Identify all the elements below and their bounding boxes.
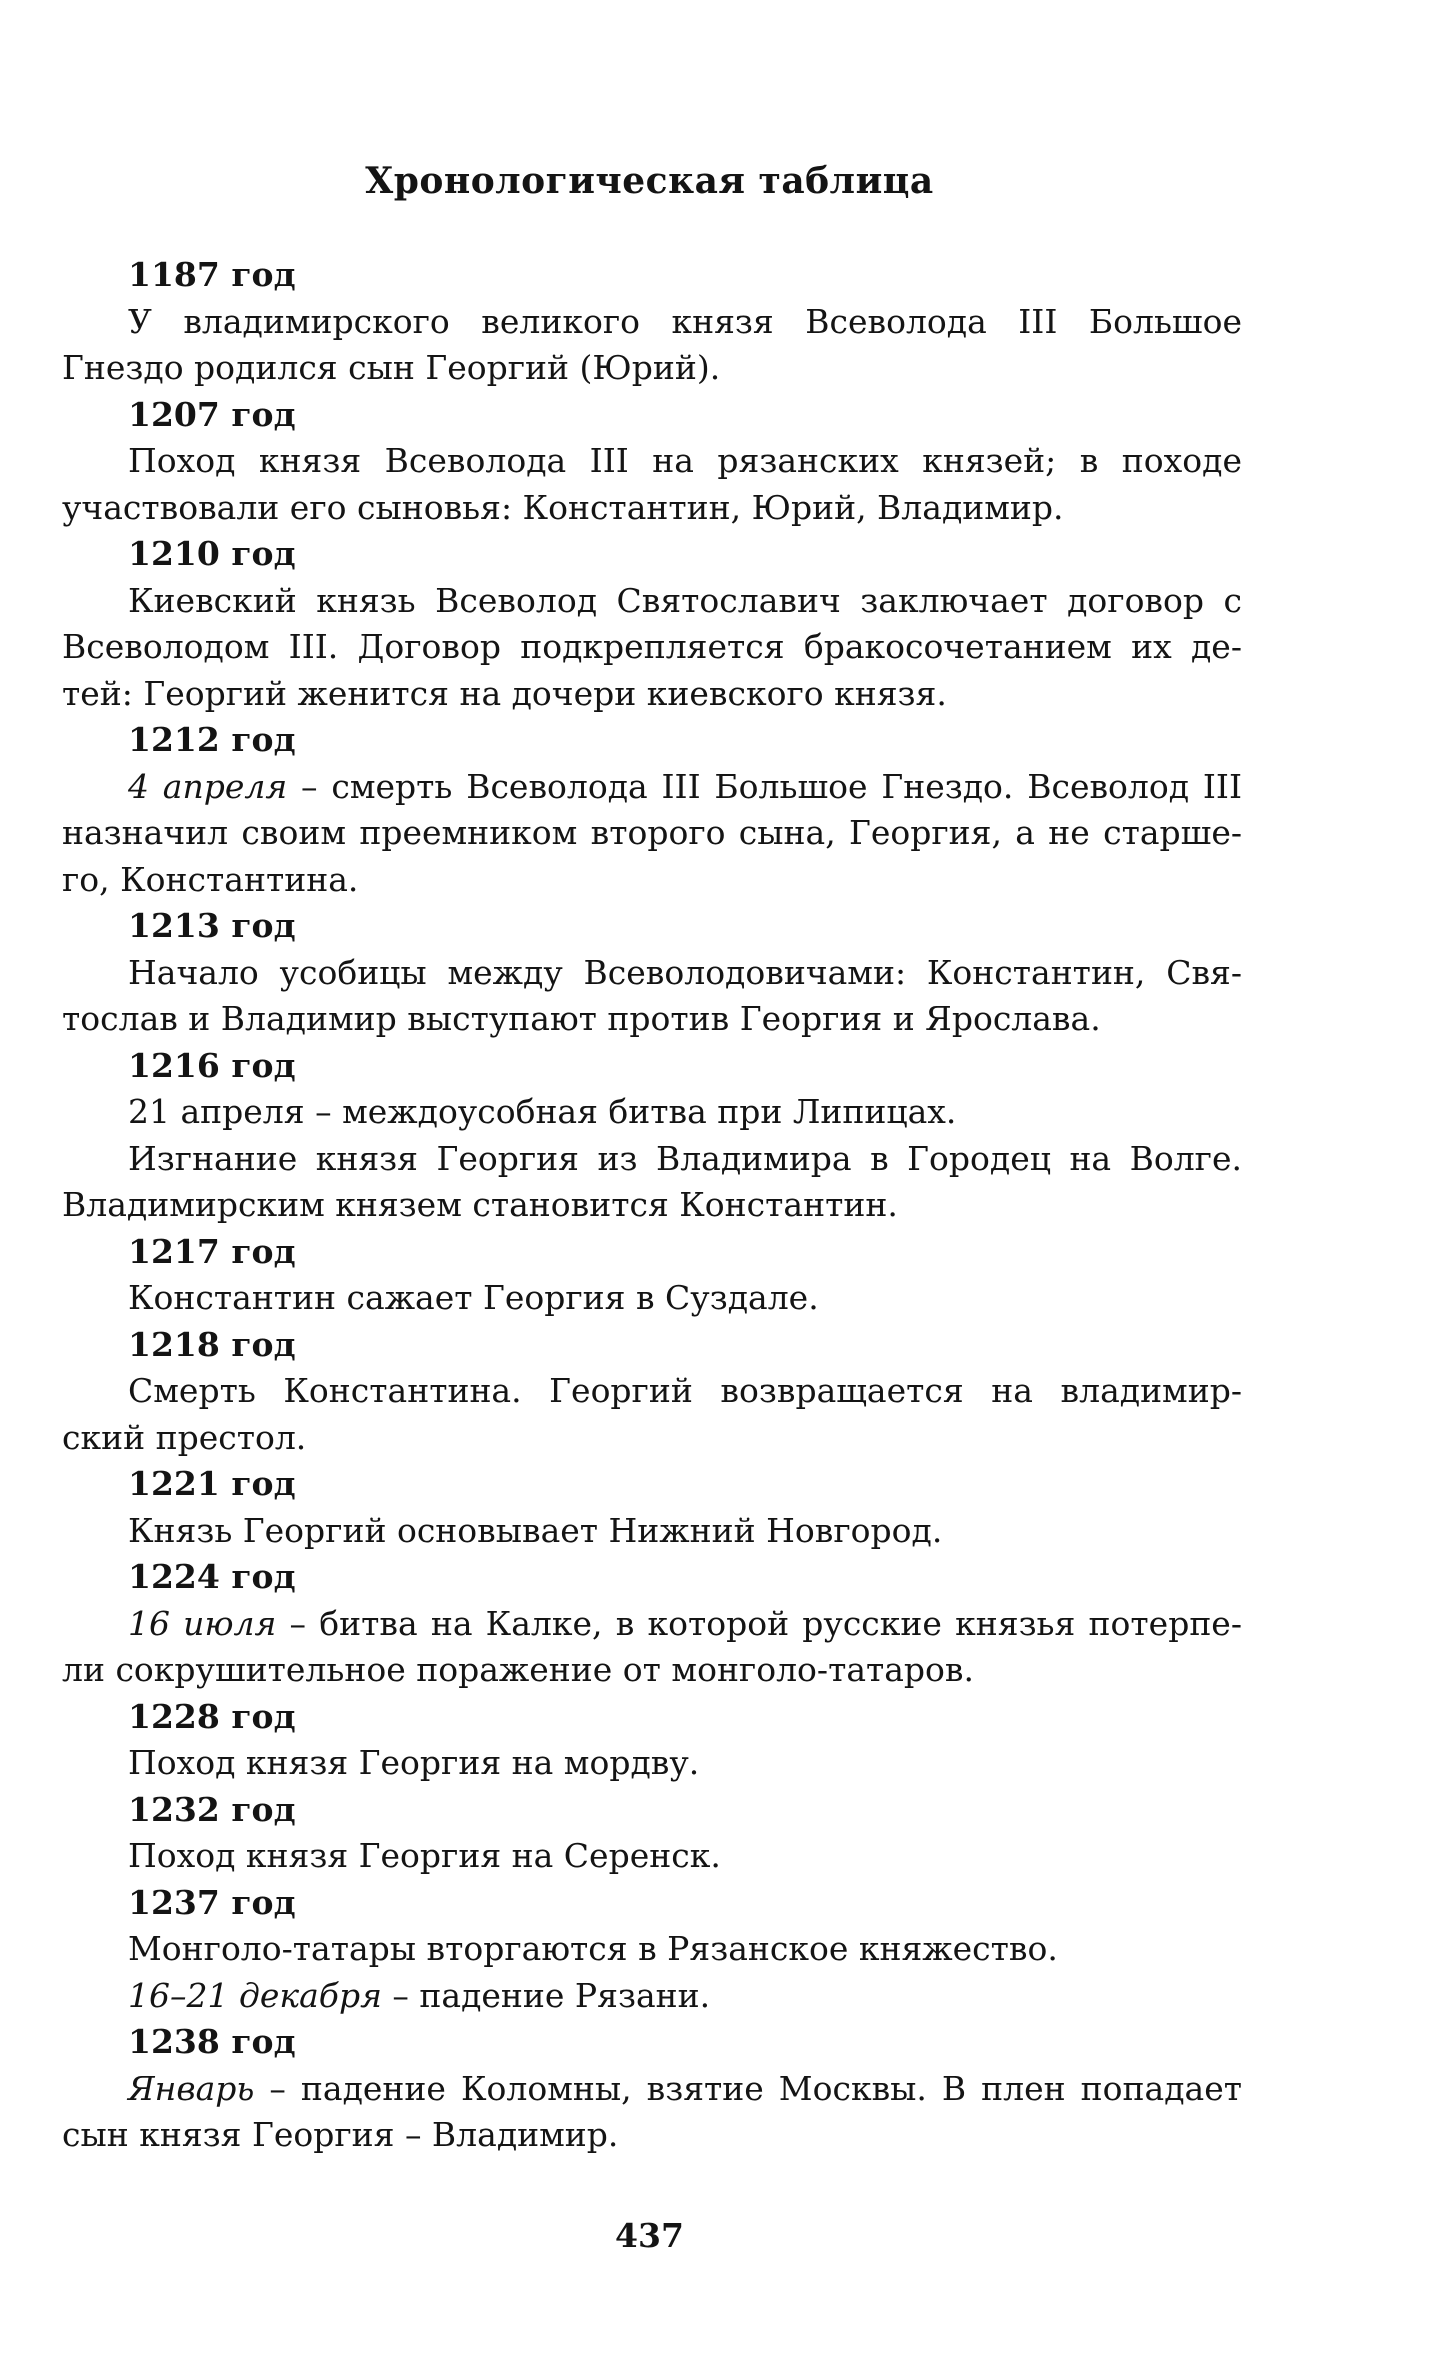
- entry-text: Поход князя Георгия на мордву.: [128, 1743, 700, 1782]
- entry-text-line: [62, 1601, 1242, 1648]
- entry-text: Поход князя Всеволода III на рязанских князей; в походе: [128, 441, 1242, 480]
- chronology-text: [62, 252, 1242, 2159]
- entry-text: Начало усобицы между Всеволодовичами: Константин, Свя-: [128, 952, 1242, 992]
- entry-date: 4 апреля: [128, 766, 288, 806]
- year-heading: [62, 903, 1242, 950]
- entry-text-line: [62, 1973, 1242, 2020]
- year-label: 1207 год: [128, 394, 296, 434]
- entry-text: Владимирским князем становится Константин.: [62, 1185, 898, 1224]
- year-label: 1212 год: [128, 720, 296, 759]
- year-heading: [62, 1787, 1242, 1834]
- entry-text: У владимирского великого князя Всеволода III Большое: [128, 301, 1242, 341]
- page-number: 437: [615, 2216, 684, 2255]
- year-heading: [62, 531, 1242, 578]
- year-label: 1232 год: [128, 1789, 296, 1829]
- year-heading: [62, 252, 1242, 299]
- entry-text-line: [62, 1740, 1242, 1787]
- entry-text: – битва на Калке, в которой русские князья потерпе-: [276, 1603, 1242, 1643]
- entry-text-line: [62, 764, 1242, 811]
- entry-text-line: [62, 1508, 1242, 1555]
- year-label: 1217 год: [128, 1231, 296, 1271]
- year-heading: [62, 1880, 1242, 1927]
- entry-text: участвовали его сыновья: Константин, Юрий, Владимир.: [62, 487, 1064, 527]
- year-heading: [62, 392, 1242, 439]
- entry-text: ли сокрушительное поражение от монголо-татаров.: [62, 1650, 974, 1689]
- entry-text: го, Константина.: [62, 859, 359, 899]
- entry-text-line: [62, 1833, 1242, 1880]
- entry-text: Поход князя Георгия на Серенск.: [128, 1836, 721, 1875]
- entry-text: Князь Георгий основывает Нижний Новгород.: [128, 1510, 943, 1550]
- entry-text: Изгнание князя Георгия из Владимира в Городец на Волге.: [128, 1138, 1242, 1178]
- year-label: 1238 год: [128, 2022, 296, 2061]
- entry-text: тей: Георгий женится на дочери киевского князя.: [62, 673, 947, 713]
- entry-text-line: [62, 810, 1242, 857]
- entry-text: – падение Рязани.: [381, 1975, 711, 2015]
- entry-text-line: [62, 1368, 1242, 1415]
- entry-text-line: [62, 2112, 1242, 2159]
- entry-text-line: [62, 2066, 1242, 2113]
- year-label: 1210 год: [128, 534, 296, 573]
- entry-text-line: [62, 950, 1242, 997]
- entry-text-line: [62, 1415, 1242, 1462]
- year-heading: [62, 717, 1242, 764]
- entry-text: Монголо-татары вторгаются в Рязанское княжество.: [128, 1929, 1058, 1968]
- year-heading: [62, 1322, 1242, 1369]
- entry-text-line: [62, 345, 1242, 392]
- entry-text-line: [62, 857, 1242, 904]
- entry-text-line: [62, 1275, 1242, 1322]
- year-label: 1213 год: [128, 906, 296, 945]
- entry-text-line: [62, 1926, 1242, 1973]
- entry-text-line: [62, 996, 1242, 1043]
- entry-text: назначил своим преемником второго сына, Георгия, а не старше-: [62, 813, 1242, 852]
- entry-text: тослав и Владимир выступают против Георгия и Ярослава.: [62, 999, 1101, 1038]
- entry-date: Январь: [128, 2068, 255, 2108]
- page-title: Хронологическая таблица: [365, 160, 934, 202]
- year-label: 1224 год: [128, 1557, 296, 1596]
- entry-text: – смерть Всеволода III Большое Гнездо. Всеволод III: [287, 766, 1242, 806]
- entry-text-line: [62, 1089, 1242, 1136]
- entry-text: Киевский князь Всеволод Святославич заключает договор с: [128, 580, 1242, 620]
- year-heading: [62, 1043, 1242, 1090]
- year-heading: [62, 1229, 1242, 1276]
- entry-text-line: [62, 671, 1242, 718]
- entry-text: сын князя Георгия – Владимир.: [62, 2115, 619, 2154]
- entry-text: 21 апреля – междоусобная битва при Липицах.: [128, 1092, 957, 1131]
- entry-date: 16–21 декабря: [128, 1975, 382, 2015]
- year-label: 1237 год: [128, 1882, 296, 1922]
- entry-text-line: [62, 1647, 1242, 1694]
- entry-text-line: [62, 1182, 1242, 1229]
- entry-text-line: [62, 485, 1242, 532]
- entry-text-line: [62, 1136, 1242, 1183]
- year-heading: [62, 1461, 1242, 1508]
- year-heading: [62, 2019, 1242, 2066]
- year-label: 1218 год: [128, 1324, 296, 1364]
- entry-text-line: [62, 299, 1242, 346]
- entry-text-line: [62, 578, 1242, 625]
- year-heading: [62, 1694, 1242, 1741]
- entry-text-line: [62, 624, 1242, 671]
- year-label: 1187 год: [128, 255, 296, 294]
- year-label: 1216 год: [128, 1045, 296, 1085]
- entry-date: 16 июля: [128, 1603, 277, 1643]
- year-heading: [62, 1554, 1242, 1601]
- entry-text-line: [62, 438, 1242, 485]
- entry-text: ский престол.: [62, 1417, 307, 1457]
- year-label: 1228 год: [128, 1696, 296, 1736]
- entry-text: – падение Коломны, взятие Москвы. В плен попадает: [254, 2068, 1242, 2108]
- entry-text: Константин сажает Георгия в Суздале.: [128, 1278, 819, 1317]
- year-label: 1221 год: [128, 1464, 296, 1503]
- entry-text: Гнездо родился сын Георгий (Юрий).: [62, 348, 721, 387]
- entry-text: Всеволодом III. Договор подкрепляется бракосочетанием их де-: [62, 627, 1242, 666]
- entry-text: Смерть Константина. Георгий возвращается на владимир-: [128, 1371, 1242, 1410]
